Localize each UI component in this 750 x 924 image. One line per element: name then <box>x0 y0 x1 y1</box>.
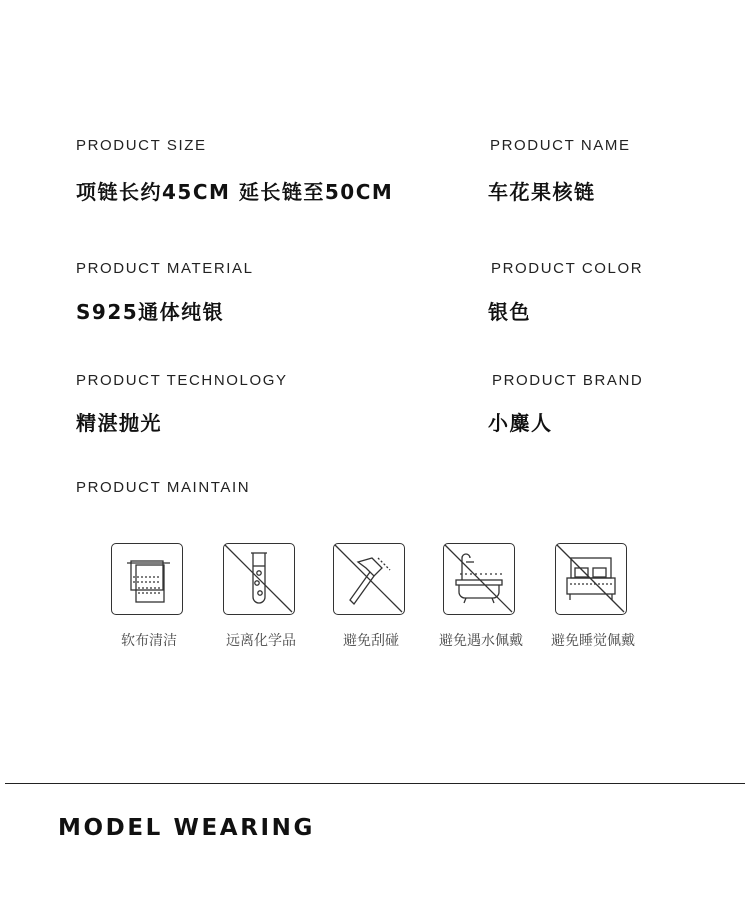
bathtub-crossed-icon <box>443 543 515 615</box>
product-color-value: 银色 <box>488 300 531 324</box>
product-color-label: PRODUCT COLOR <box>491 260 644 277</box>
hammer-crossed-icon <box>333 543 405 615</box>
product-technology-value: 精湛抛光 <box>76 411 162 435</box>
care-label: 软布清洁 <box>121 633 177 649</box>
care-label: 避免遇水佩戴 <box>439 633 523 649</box>
product-material-label: PRODUCT MATERIAL <box>76 260 254 277</box>
product-brand-value: 小麋人 <box>488 411 553 435</box>
product-maintain-label: PRODUCT MAINTAIN <box>76 479 251 496</box>
product-name-label: PRODUCT NAME <box>490 137 631 154</box>
towel-icon <box>111 543 183 615</box>
test-tube-crossed-icon <box>223 543 295 615</box>
bed-crossed-icon <box>555 543 627 615</box>
product-brand-label: PRODUCT BRAND <box>492 372 644 389</box>
section-divider <box>5 783 745 784</box>
product-size-value: 项链长约45CM 延长链至50CM <box>76 180 394 204</box>
care-label: 避免刮碰 <box>343 633 399 649</box>
care-label: 远离化学品 <box>226 633 296 649</box>
product-technology-label: PRODUCT TECHNOLOGY <box>76 372 288 389</box>
product-material-value: S925通体纯银 <box>76 300 225 324</box>
product-size-label: PRODUCT SIZE <box>76 137 207 154</box>
model-wearing-title: MODEL WEARING <box>58 815 315 841</box>
product-name-value: 车花果核链 <box>488 180 596 204</box>
care-label: 避免睡觉佩戴 <box>551 633 635 649</box>
